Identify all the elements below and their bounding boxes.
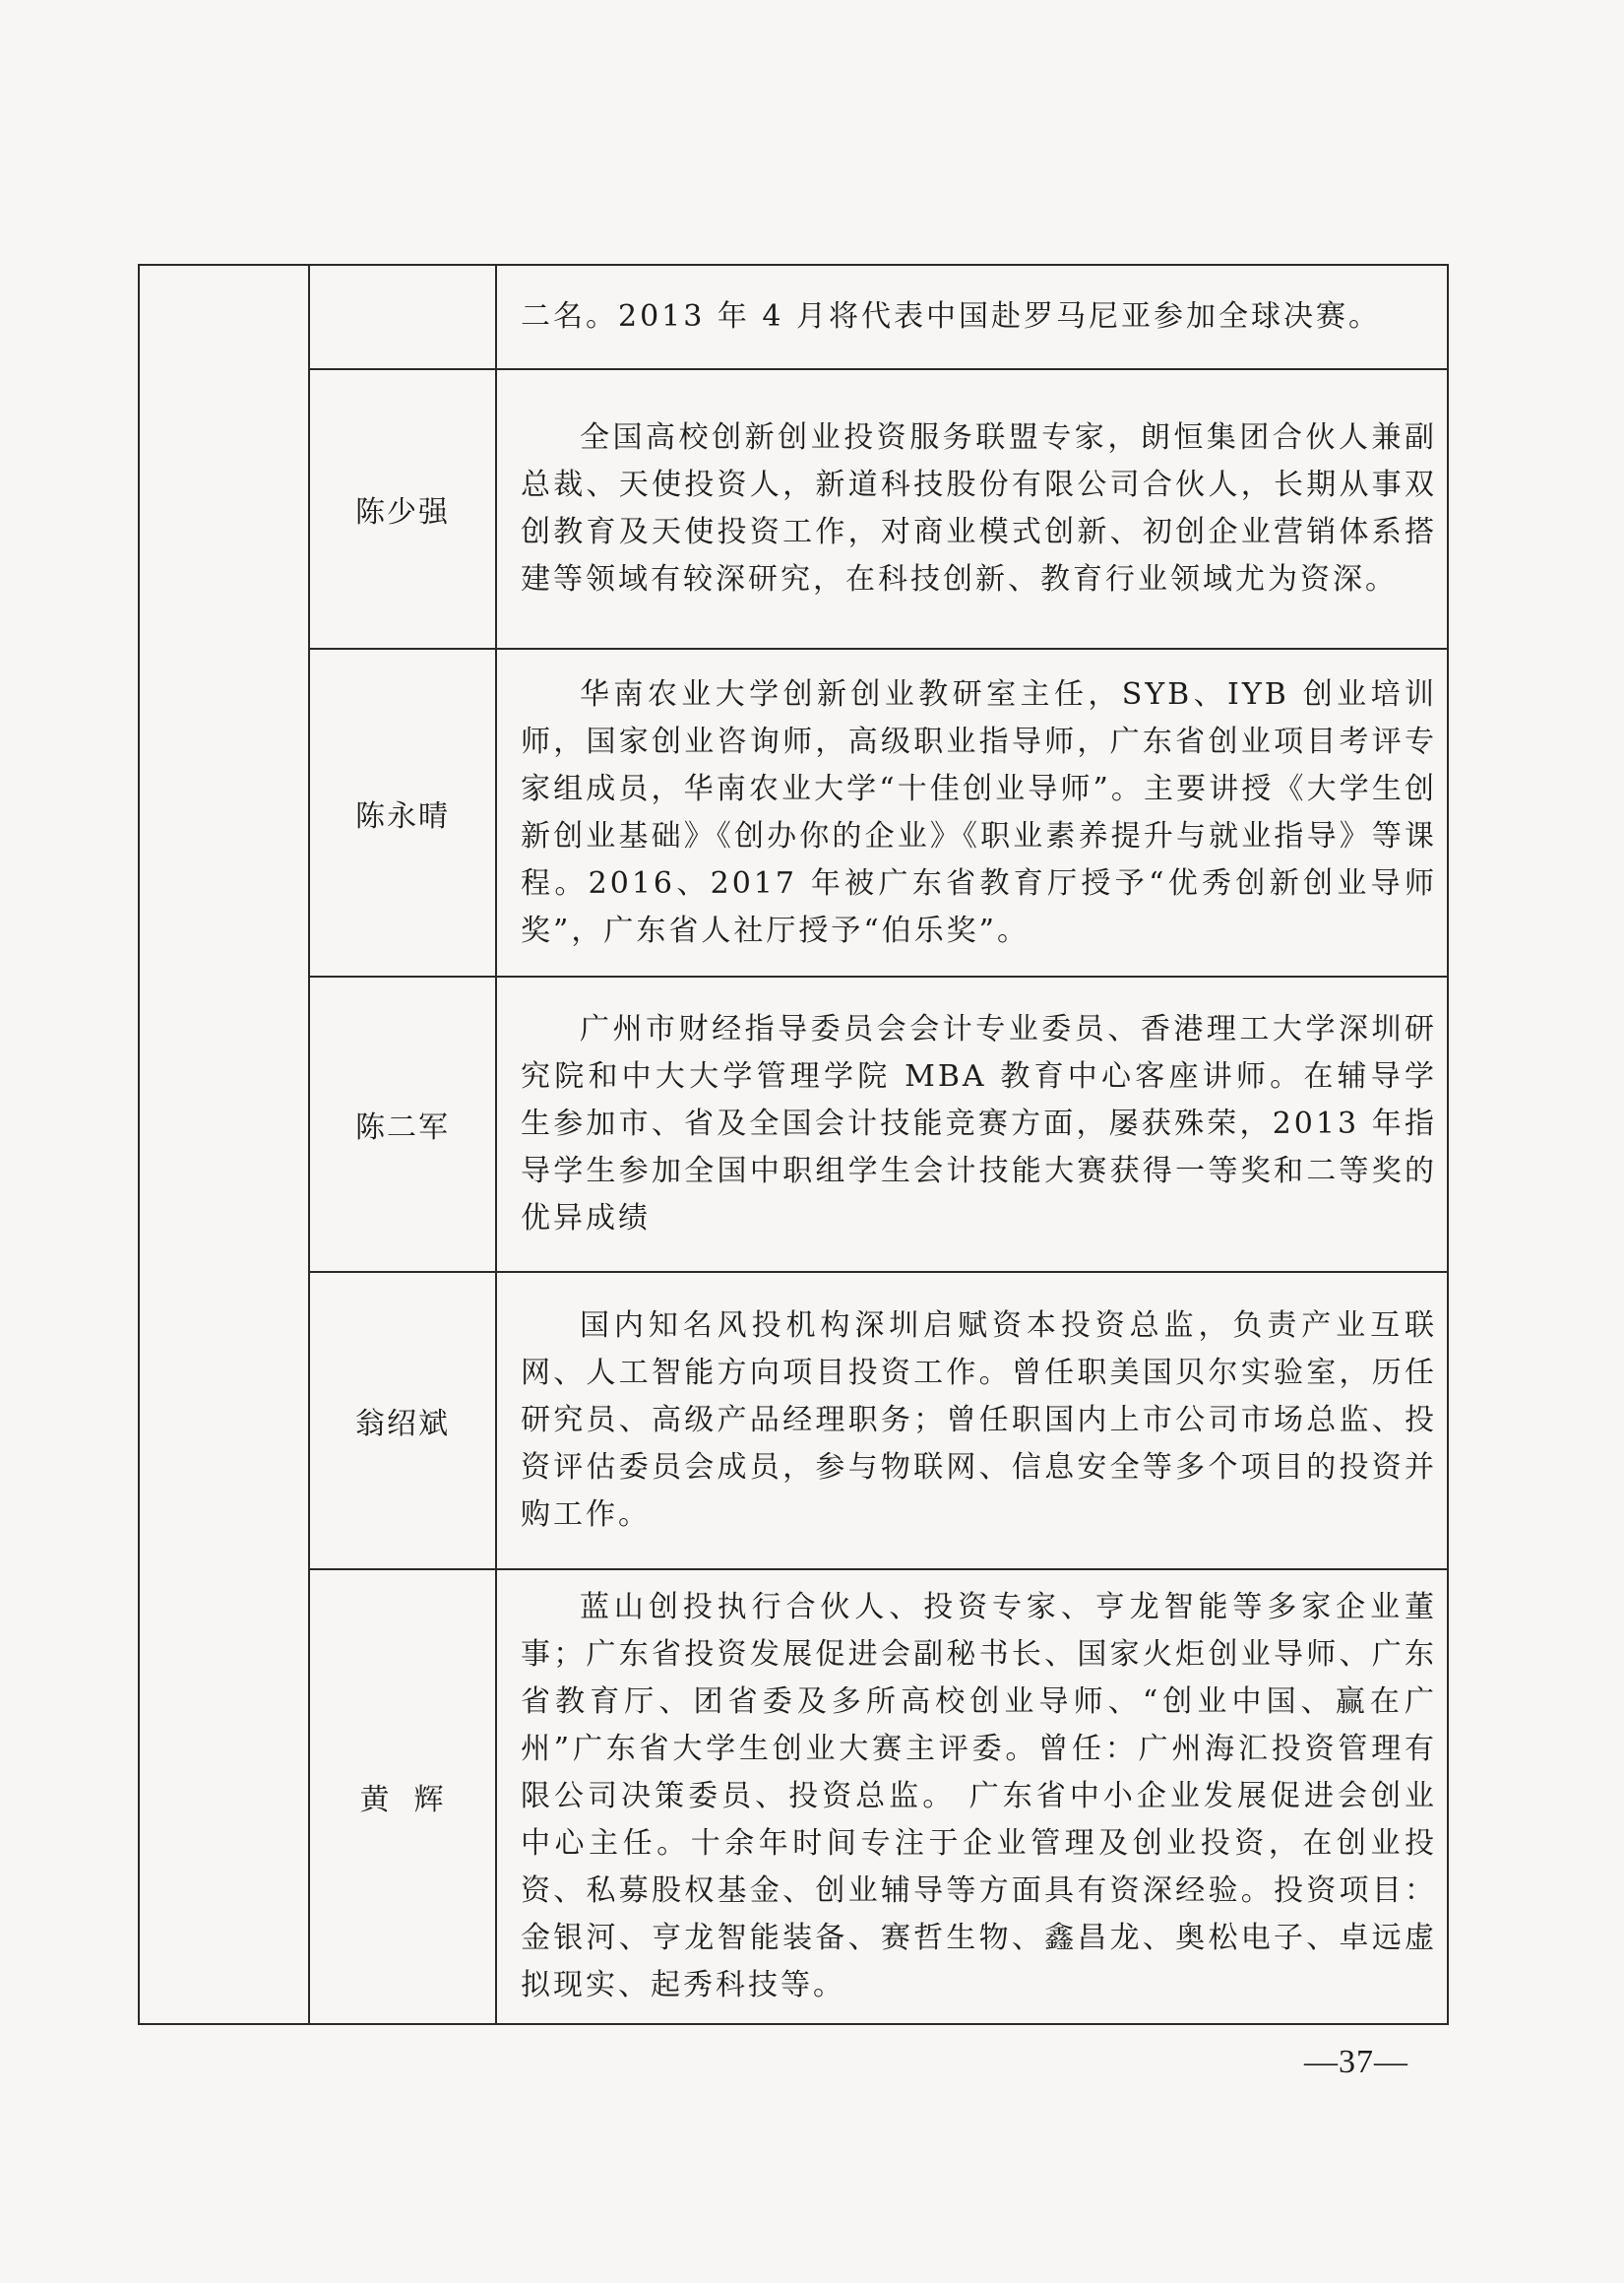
mentor-name: 黄 辉 (309, 1569, 496, 2024)
mentor-description: 二名。2013 年 4 月将代表中国赴罗马尼亚参加全球决赛。 (521, 299, 1382, 334)
mentor-name: 陈永晴 (309, 649, 496, 977)
table-row (139, 265, 1448, 369)
page-number: —37— (1304, 2044, 1408, 2080)
mentor-name: 陈少强 (309, 369, 496, 649)
table-row (139, 1272, 1448, 1569)
mentor-name (309, 265, 496, 369)
mentor-description: 全国高校创新创业投资服务联盟专家，朗恒集团合伙人兼副总裁、天使投资人，新道科技股份有限公司合伙人，长期从事双创教育及天使投资工作，对商业模式创新、初创企业营销体系搭建等领域有较深研究，在科技创新、教育行业领域尤为资深。 (521, 420, 1437, 597)
mentor-description: 蓝山创投执行合伙人、投资专家、亨龙智能等多家企业董事；广东省投资发展促进会副秘书长、国家火炬创业导师、广东省教育厅、团省委及多所高校创业导师、“创业中国、赢在广州”广东省大学生创业大赛主评委。曾任：广州海汇投资管理有限公司决策委员、投资总监。 广东省中小企业发展促进会创业中心主任。十余年时间专注于企业管理及创业投资，在创业投资、私募股权基金、创业辅导等方面具有资深经验。投资项目：金银河、亨龙智能装备、赛哲生物、鑫昌龙、奥松电子、卓远虚拟现实、起秀科技等。 (521, 1590, 1437, 2002)
mentor-name: 陈二军 (309, 977, 496, 1272)
mentor-description: 国内知名风投机构深圳启赋资本投资总监，负责产业互联网、人工智能方向项目投资工作。曾任职美国贝尔实验室，历任研究员、高级产品经理职务；曾任职国内上市公司市场总监、投资评估委员会成员，参与物联网、信息安全等多个项目的投资并购工作。 (521, 1308, 1437, 1532)
mentor-name: 翁绍斌 (309, 1272, 496, 1569)
mentor-table-container (138, 264, 1447, 2025)
table-row (139, 369, 1448, 649)
mentor-description: 华南农业大学创新创业教研室主任，SYB、IYB 创业培训师，国家创业咨询师，高级职业指导师，广东省创业项目考评专家组成员，华南农业大学“十佳创业导师”。主要讲授《大学生创新创业基础》《创办你的企业》《职业素养提升与就业指导》等课程。2016、2017 年被广东省教育厅授予“优秀创新创业导师奖”，广东省人社厅授予“伯乐奖”。 (521, 676, 1437, 948)
mentor-description-cell (496, 649, 1448, 977)
mentor-description-cell (496, 977, 1448, 1272)
table-row (139, 1569, 1448, 2024)
table-row (139, 977, 1448, 1272)
mentor-table (138, 264, 1449, 2025)
mentor-description: 广州市财经指导委员会会计专业委员、香港理工大学深圳研究院和中大大学管理学院 MBA 教育中心客座讲师。在辅导学生参加市、省及全国会计技能竞赛方面，屡获殊荣，2013 年指导学生参加全国中职组学生会计技能大赛获得一等奖和二等奖的优异成绩 (521, 1012, 1437, 1236)
category-cell (139, 265, 309, 2024)
mentor-description-cell (496, 265, 1448, 369)
mentor-description-cell (496, 369, 1448, 649)
mentor-description-cell (496, 1569, 1448, 2024)
table-row (139, 649, 1448, 977)
mentor-description-cell (496, 1272, 1448, 1569)
